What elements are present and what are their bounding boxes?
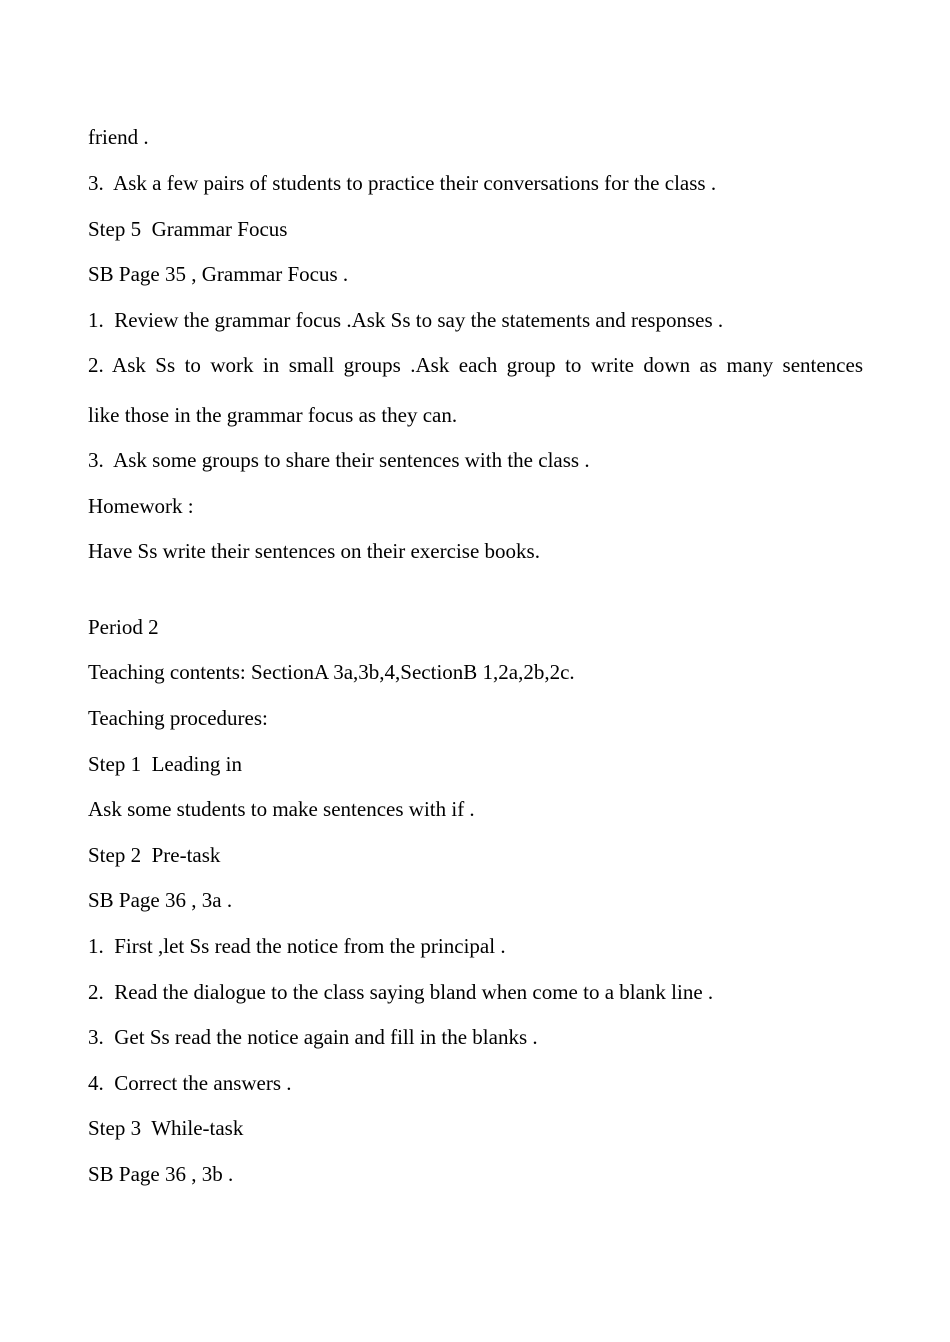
text-line: SB Page 35 , Grammar Focus .: [88, 262, 349, 286]
period-heading: Period 2: [88, 615, 159, 639]
homework-heading: Homework :: [88, 494, 194, 518]
text-line: SB Page 36 , 3b .: [88, 1162, 234, 1186]
text-line: like those in the grammar focus as they can.: [88, 403, 458, 427]
text-line: 2. Ask Ss to work in small groups .Ask each group to write down as many sentences: [88, 353, 863, 377]
text-line: 3. Ask a few pairs of students to practice their conversations for the class .: [88, 171, 717, 195]
step-heading: Step 2 Pre-task: [88, 843, 221, 867]
text-line: Have Ss write their sentences on their exercise books.: [88, 539, 540, 563]
step-heading: Step 3 While-task: [88, 1116, 244, 1140]
text-line: Teaching contents: SectionA 3a,3b,4,SectionB 1,2a,2b,2c.: [88, 660, 575, 684]
text-line: 3. Get Ss read the notice again and fill in the blanks .: [88, 1025, 538, 1049]
text-line: Ask some students to make sentences with if .: [88, 797, 475, 821]
step-heading: Step 5 Grammar Focus: [88, 217, 288, 241]
text-line: 1. First ,let Ss read the notice from the principal .: [88, 934, 506, 958]
step-heading: Step 1 Leading in: [88, 752, 242, 776]
text-line: 2. Read the dialogue to the class saying bland when come to a blank line .: [88, 980, 714, 1004]
text-line: SB Page 36 , 3a .: [88, 888, 233, 912]
text-line: friend .: [88, 125, 149, 149]
text-line: 1. Review the grammar focus .Ask Ss to say the statements and responses .: [88, 308, 724, 332]
text-line: 4. Correct the answers .: [88, 1071, 292, 1095]
text-line: 3. Ask some groups to share their sentences with the class .: [88, 448, 590, 472]
text-line: Teaching procedures:: [88, 706, 268, 730]
